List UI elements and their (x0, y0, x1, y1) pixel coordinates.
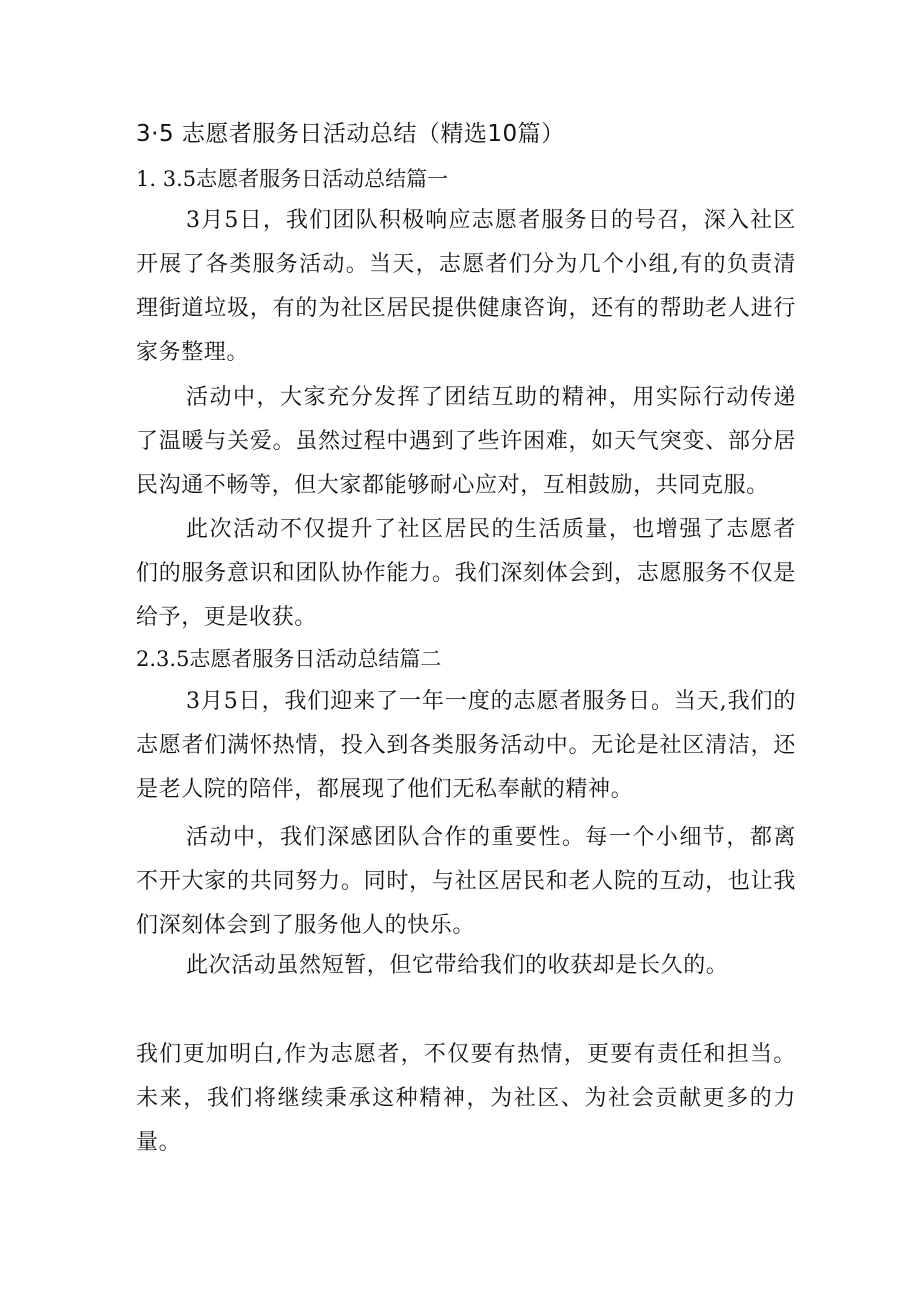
paragraph-2-2: 活动中，我们深感团队合作的重要性。每一个小细节，都离不开大家的共同努力。同时，与社区居民和老人院的互动，也让我们深刻体会到了服务他人的快乐。 (136, 825, 796, 938)
section-heading-2: 2.3.5志愿者服务日活动总结篇二 (136, 647, 442, 671)
paragraph-2-4: 我们更加明白,作为志愿者，不仅要有热情，更要有责任和担当。未来，我们将继续秉承这种精神，为社区、为社会贡献更多的力量。 (136, 1042, 796, 1155)
paragraph-2-1: 3月5日，我们迎来了一年一度的志愿者服务日。当天,我们的志愿者们满怀热情，投入到各类服务活动中。无论是社区清洁，还是老人院的陪伴，都展现了他们无私奉献的精神。 (136, 689, 796, 802)
paragraph-1-3: 此次活动不仅提升了社区居民的生活质量，也增强了志愿者们的服务意识和团队协作能力。我们深刻体会到，志愿服务不仅是给予，更是收获。 (136, 517, 796, 630)
document-title: 3·5 志愿者服务日活动总结（精选10篇） (136, 121, 565, 147)
paragraph-1-1: 3月5日，我们团队积极响应志愿者服务日的号召，深入社区开展了各类服务活动。当天，志愿者们分为几个小组,有的负责清理街道垃圾，有的为社区居民提供健康咨询，还有的帮助老人进行家务整理。 (136, 208, 796, 365)
paragraph-1-2: 活动中，大家充分发挥了团结互助的精神，用实际行动传递了温暖与关爱。虽然过程中遇到了些许困难，如天气突变、部分居民沟通不畅等，但大家都能够耐心应对，互相鼓励，共同克服。 (136, 385, 796, 498)
paragraph-2-3: 此次活动虽然短暂，但它带给我们的收获却是长久的。 (186, 953, 729, 978)
section-heading-1: 1. 3.5志愿者服务日活动总结篇一 (136, 167, 449, 191)
